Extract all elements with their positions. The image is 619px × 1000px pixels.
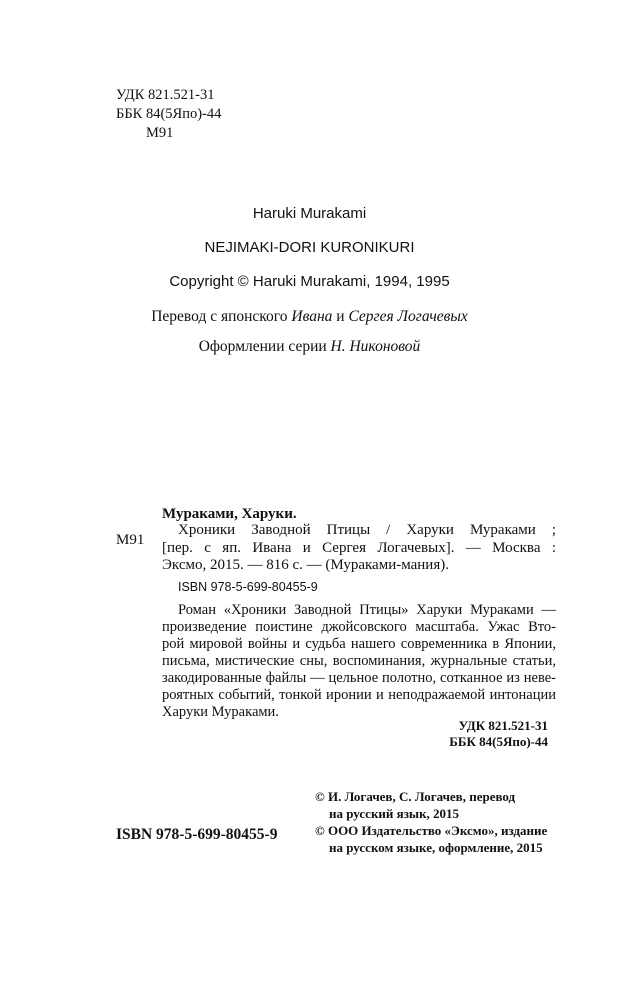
title-latin: NEJIMAKI-DORI KURONIKURI — [204, 239, 415, 256]
bib-mark: М91 — [116, 532, 145, 548]
design-credit — [0, 338, 619, 356]
bib-line: Эксмо, 2015. — 816 с. — (Мураками-мания). — [162, 557, 449, 573]
annotation-line: Харуки Мураками. — [162, 704, 279, 720]
bib-isbn: ISBN 978-5-699-80455-9 — [178, 580, 318, 594]
bib-line: [пер. с яп. Ивана и Сергея Логачевых]. — Москва : — [162, 540, 556, 556]
bib-description — [178, 522, 556, 539]
author-latin: Haruki Murakami — [252, 205, 367, 222]
annotation-line: произведение поистине джойсовского масштаба. Ужас Вто- — [162, 619, 556, 635]
footer-bbk: ББК 84(5Япо)-44 — [449, 734, 548, 749]
header-codes — [116, 86, 221, 143]
footer-codes — [380, 718, 548, 750]
copyright-publisher: © ООО Издательство «Эксмо», издание — [315, 823, 548, 838]
copyright-line: Copyright © Haruki Murakami, 1994, 1995 — [169, 273, 450, 290]
annotation-line: роятных событий, тонкой иронии и неподражаемой интонации — [162, 687, 556, 703]
bib-continuation — [162, 540, 556, 574]
design-prefix: Оформлении серии — [198, 338, 327, 355]
annotation-line: Роман «Хроники Заводной Птицы» Харуки Мураками — — [178, 602, 556, 618]
translation-prefix: Перевод с японского — [151, 308, 288, 325]
author-mark: М91 — [146, 125, 174, 141]
translation-and: и — [336, 308, 345, 325]
translator-second: Сергея Логачевых — [348, 308, 468, 325]
bottom-isbn: ISBN 978-5-699-80455-9 — [116, 826, 278, 843]
bib-line: Хроники Заводной Птицы / Харуки Мураками ; — [178, 522, 556, 538]
copyright-translation-cont: на русский язык, 2015 — [329, 806, 460, 821]
designer-name: Н. Никоновой — [330, 338, 421, 355]
footer-udk: УДК 821.521-31 — [458, 718, 548, 733]
annotation-line: рой мировой войны и судьба нашего современника в Японии, — [162, 636, 556, 652]
bib-author-heading: Мураками, Харуки. — [162, 506, 297, 522]
annotation-line: письма, мистические сны, воспоминания, журнальные статьи, — [162, 653, 556, 669]
annotation-line: закодированные файлы — цельное полотно, сотканное из неве- — [162, 670, 556, 686]
udk-code: УДК 821.521-31 — [116, 87, 215, 103]
translation-credit — [0, 308, 619, 326]
translator-first: Ивана — [291, 308, 333, 325]
bottom-copyright — [315, 788, 547, 856]
annotation — [162, 602, 556, 721]
copyright-translation: © И. Логачев, С. Логачев, перевод — [315, 789, 516, 804]
copyright-publisher-cont: на русском языке, оформление, 2015 — [329, 840, 543, 855]
bbk-code: ББК 84(5Япо)-44 — [116, 106, 222, 122]
